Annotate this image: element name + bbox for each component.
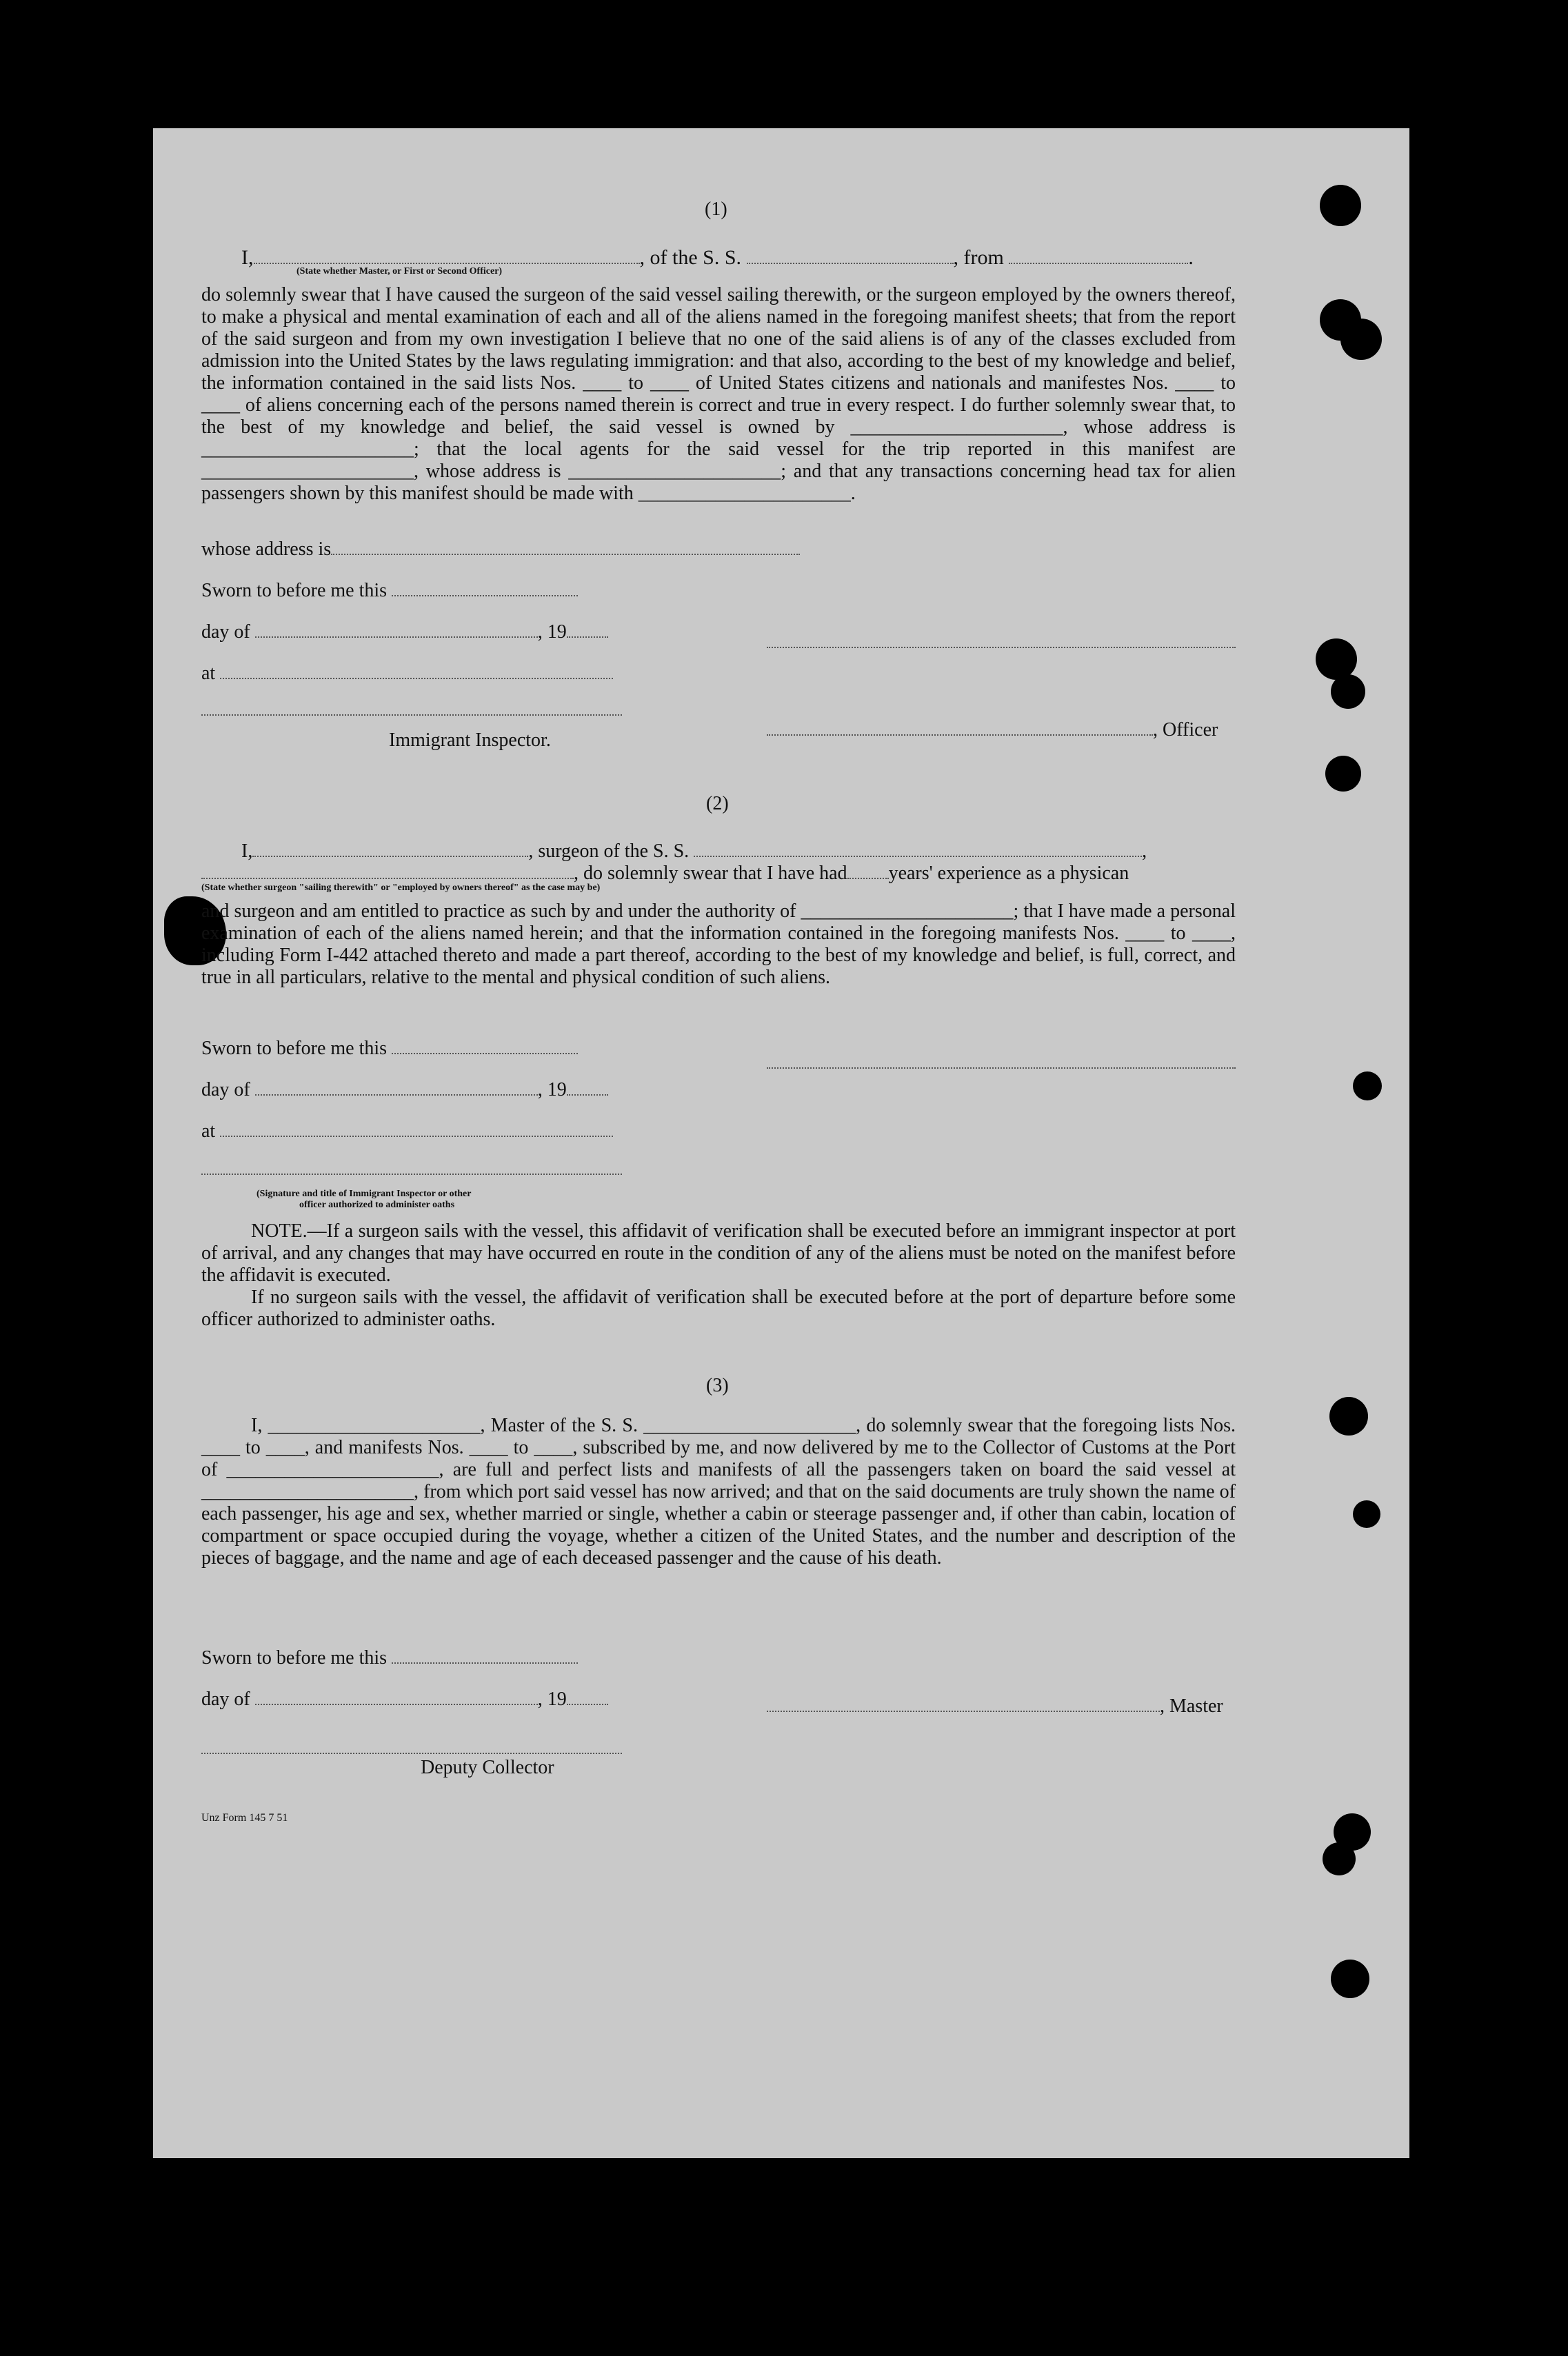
text-year: , 19: [537, 1688, 567, 1710]
section-2-second-line: [201, 856, 1129, 885]
text-master: , Master: [1160, 1695, 1223, 1717]
address-line: [201, 532, 800, 561]
day-line-2: [201, 1073, 608, 1101]
officer-caption: (State whether Master, or First or Second Officer): [296, 266, 503, 276]
at-line-1: [201, 656, 613, 685]
text-i: I,: [241, 840, 253, 862]
text-sworn: Sworn to before me this: [201, 1037, 388, 1059]
punch-hole: [1329, 1397, 1368, 1436]
text-surgeon: , surgeon of the S. S.: [528, 840, 690, 862]
text-end: .: [1188, 246, 1194, 269]
section-1-first-line: [241, 240, 1194, 270]
text-years: years' experience as a physican: [888, 862, 1129, 884]
day-line-3: [201, 1682, 608, 1711]
punch-hole: [1320, 185, 1361, 226]
text-day-of: day of: [201, 1078, 250, 1100]
surgeon-caption: (State whether surgeon "sailing therewith" or "employed by owners thereof" as the case may be): [201, 883, 601, 893]
note-paragraph-2: If no surgeon sails with the vessel, the affidavit of verification shall be executed before at the port of departure before some officer authorized to administer oaths.: [201, 1287, 1236, 1330]
section-2-number: (2): [706, 793, 729, 814]
sworn-line-3: [201, 1641, 578, 1669]
punch-hole: [1331, 674, 1365, 709]
sworn-line-2: [201, 1031, 578, 1060]
section-3-body: I, ______________________, Master of the S. S. ______________________, do solemnly swear that the foregoing lists Nos. ____ to ____, and manifests Nos. ____ to ____, subscribed by me, and now delivered by me to the Collector of Customs at the Port of ______________________, are full and perfect lists and manifests of all the passengers taken on board the said vessel at ______________________, from which port said vessel has now arrived; and that on the said documents are truly shown the name of each passenger, his age and sex, whether married or single, whether a cabin or steerage passenger and, if other than cabin, location of compartment or space occupied during the voyage, whether a citizen of the United States, and the number and description of the pieces of baggage, and the name and age of each deceased passenger and the cause of his death.: [201, 1415, 1236, 1569]
signature-caption-2: officer authorized to administer oaths: [299, 1200, 455, 1210]
punch-hole: [1323, 1842, 1356, 1875]
text-officer: , Officer: [1153, 718, 1218, 741]
punch-hole: [1353, 1071, 1382, 1100]
text-i: I,: [241, 246, 254, 269]
punch-hole: [1353, 1500, 1380, 1528]
text-day-of: day of: [201, 621, 250, 643]
text-day-of: day of: [201, 1688, 250, 1710]
signature-line-1: [767, 634, 1236, 652]
deputy-collector-label: Deputy Collector: [421, 1757, 554, 1778]
section-1-number: (1): [705, 199, 727, 220]
text-at: at: [201, 1120, 216, 1142]
punch-hole: [1316, 638, 1357, 680]
day-line-1: [201, 615, 608, 643]
text-at: at: [201, 662, 216, 684]
signature-line-2: [767, 1055, 1236, 1072]
text-end: ,: [1142, 840, 1147, 862]
master-line: [767, 1689, 1223, 1718]
collector-sign-line: [201, 1740, 622, 1758]
sworn-line-1: [201, 574, 578, 602]
punch-hole: [1325, 756, 1361, 792]
punch-hole: [1331, 1960, 1369, 1998]
text-sworn: Sworn to before me this: [201, 579, 388, 601]
form-id: Unz Form 145 7 51: [201, 1812, 288, 1824]
officer-line: [767, 713, 1218, 741]
text-swear: , do solemnly swear that I have had: [574, 862, 847, 884]
text-from: , from: [953, 246, 1004, 269]
section-2-body: and surgeon and am entitled to practice as such by and under the authority of ______________________; that I have made a personal examination of each of the aliens named herein; and that the information contained in the foregoing manifests Nos. ____ to ____, including Form I-442 attached thereto and made a part thereof, according to the best of my knowledge and belief, is full, correct, and true in all particulars, relative to the mental and physical condition of such aliens.: [201, 900, 1236, 988]
inspector-sign-line-2: [201, 1161, 622, 1178]
at-line-2: [201, 1114, 613, 1142]
punch-hole: [1340, 319, 1382, 360]
text-whose-address: whose address is: [201, 538, 332, 560]
text-year: , 19: [537, 621, 567, 643]
immigrant-inspector-label: Immigrant Inspector.: [389, 729, 551, 751]
text-sworn: Sworn to before me this: [201, 1647, 388, 1669]
text-year: , 19: [537, 1078, 567, 1100]
note-paragraph-1: NOTE.—If a surgeon sails with the vessel, this affidavit of verification shall be executed before an immigrant inspector at port of arrival, and any changes that may have occurred en route in the condition of any of the aliens must be noted on the manifest before the affidavit is executed.: [201, 1220, 1236, 1286]
section-1-body: do solemnly swear that I have caused the surgeon of the said vessel sailing therewith, or the surgeon employed by the owners thereof, to make a physical and mental examination of each and all of the aliens named in the foregoing manifest sheets; that from the report of the said surgeon and from my own investigation I believe that no one of the said aliens is of any of the classes excluded from admission into the United States by the laws regulating immigration: and that also, according to the best of my knowledge and belief, the information contained in the said lists Nos. ____ to ____ of United States citizens and nationals and manifestes Nos. ____ to ____ of aliens concerning each of the persons named therein is correct and true in every respect. I do further solemnly swear that, to the best of my knowledge and belief, the said vessel is owned by ______________________, whose address is ______________________; that the local agents for the said vessel for the trip reported in this manifest are ______________________, whose address is ______________________; and that any transactions concerning head tax for alien passengers shown by this manifest should be made with ______________________.: [201, 284, 1236, 504]
section-3-number: (3): [706, 1375, 729, 1396]
text-of-ship: , of the S. S.: [639, 246, 742, 269]
inspector-sign-line-1: [201, 702, 622, 719]
signature-caption-1: (Signature and title of Immigrant Inspector or other: [257, 1189, 472, 1199]
